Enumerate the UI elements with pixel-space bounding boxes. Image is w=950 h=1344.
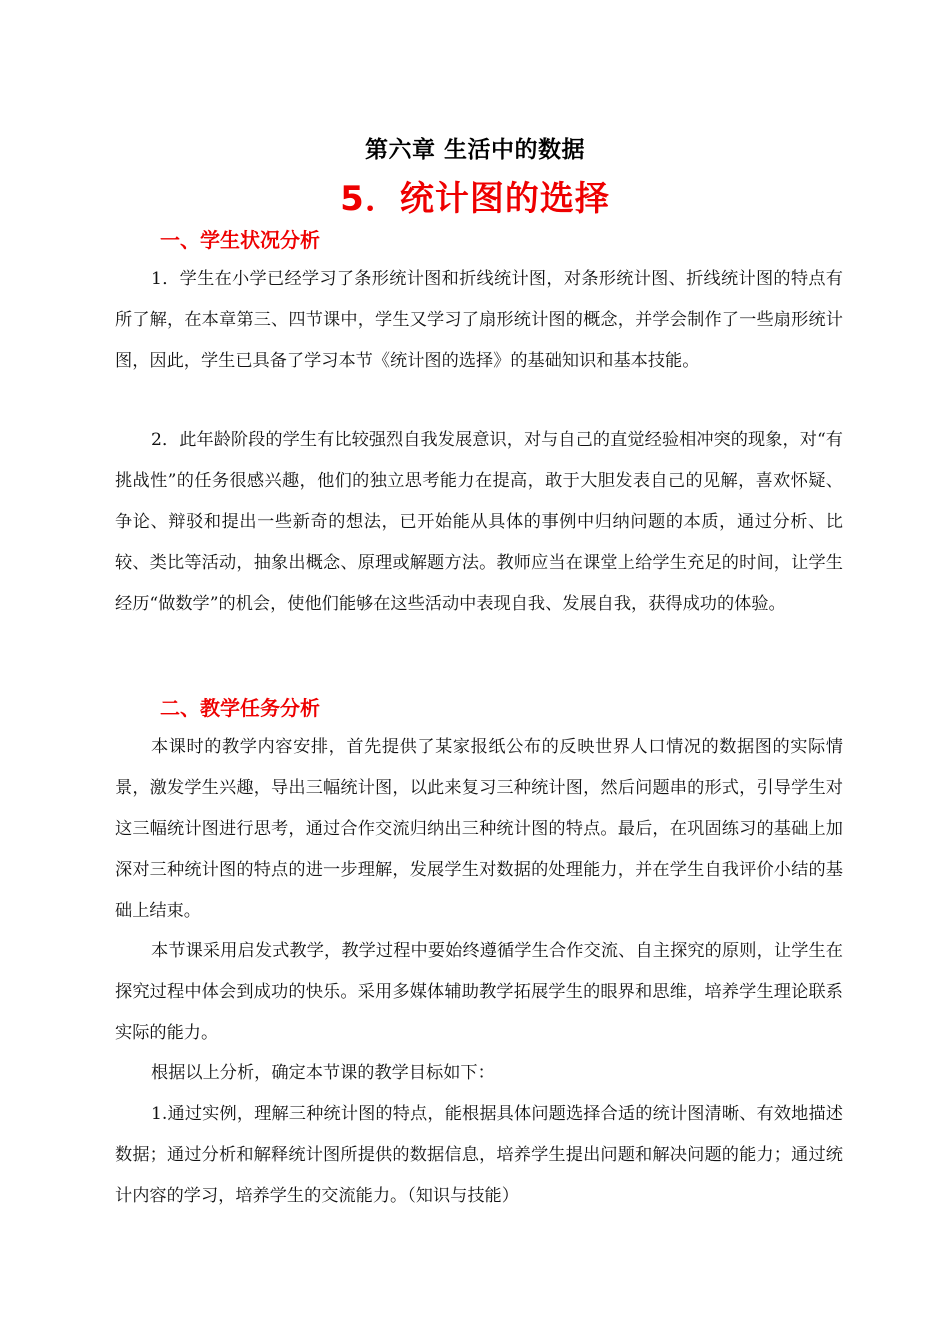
lesson-title: 5．统计图的选择 bbox=[340, 179, 610, 219]
paragraph: 根据以上分析，确定本节课的教学目标如下： bbox=[151, 1063, 495, 1083]
paragraph: 本节课采用启发式教学，教学过程中要始终遵循学生合作交流、自主探究的原则，让学生在探究过程中体会到成功的快乐。采用多媒体辅助教学拓展学生的眼界和思维，培养学生理论联系实际的能力。 bbox=[115, 941, 843, 1043]
section-heading-teaching-task-analysis: 二、教学任务分析 bbox=[160, 696, 320, 720]
section-heading-student-analysis: 一、学生状况分析 bbox=[160, 228, 320, 252]
paragraph: 1.通过实例，理解三种统计图的特点，能根据具体问题选择合适的统计图清晰、有效地描述数据；通过分析和解释统计图所提供的数据信息，培养学生提出问题和解决问题的能力；通过统计内容的学习，培养学生的交流能力。（知识与技能） bbox=[115, 1104, 843, 1206]
chapter-title: 第六章 生活中的数据 bbox=[364, 137, 585, 163]
paragraph: 2．此年龄阶段的学生有比较强烈自我发展意识，对与自己的直觉经验相冲突的现象，对“有挑战性”的任务很感兴趣，他们的独立思考能力在提高，敢于大胆发表自己的见解，喜欢怀疑、争论、辩驳和提出一些新奇的想法，已开始能从具体的事例中归纳问题的本质，通过分析、比较、类比等活动，抽象出概念、原理或解题方法。教师应当在课堂上给学生充足的时间，让学生经历“做数学”的机会，使他们能够在这些活动中表现自我、发展自我，获得成功的体验。 bbox=[115, 430, 843, 614]
paragraph: 1．学生在小学已经学习了条形统计图和折线统计图，对条形统计图、折线统计图的特点有所了解，在本章第三、四节课中，学生又学习了扇形统计图的概念，并学会制作了一些扇形统计图，因此，学生已具备了学习本节《统计图的选择》的基础知识和基本技能。 bbox=[115, 269, 843, 371]
paragraph: 本课时的教学内容安排，首先提供了某家报纸公布的反映世界人口情况的数据图的实际情景，激发学生兴趣，导出三幅统计图，以此来复习三种统计图，然后问题串的形式，引导学生对这三幅统计图进行思考，通过合作交流归纳出三种统计图的特点。最后，在巩固练习的基础上加深对三种统计图的特点的进一步理解，发展学生对数据的处理能力，并在学生自我评价小结的基础上结束。 bbox=[115, 737, 843, 921]
